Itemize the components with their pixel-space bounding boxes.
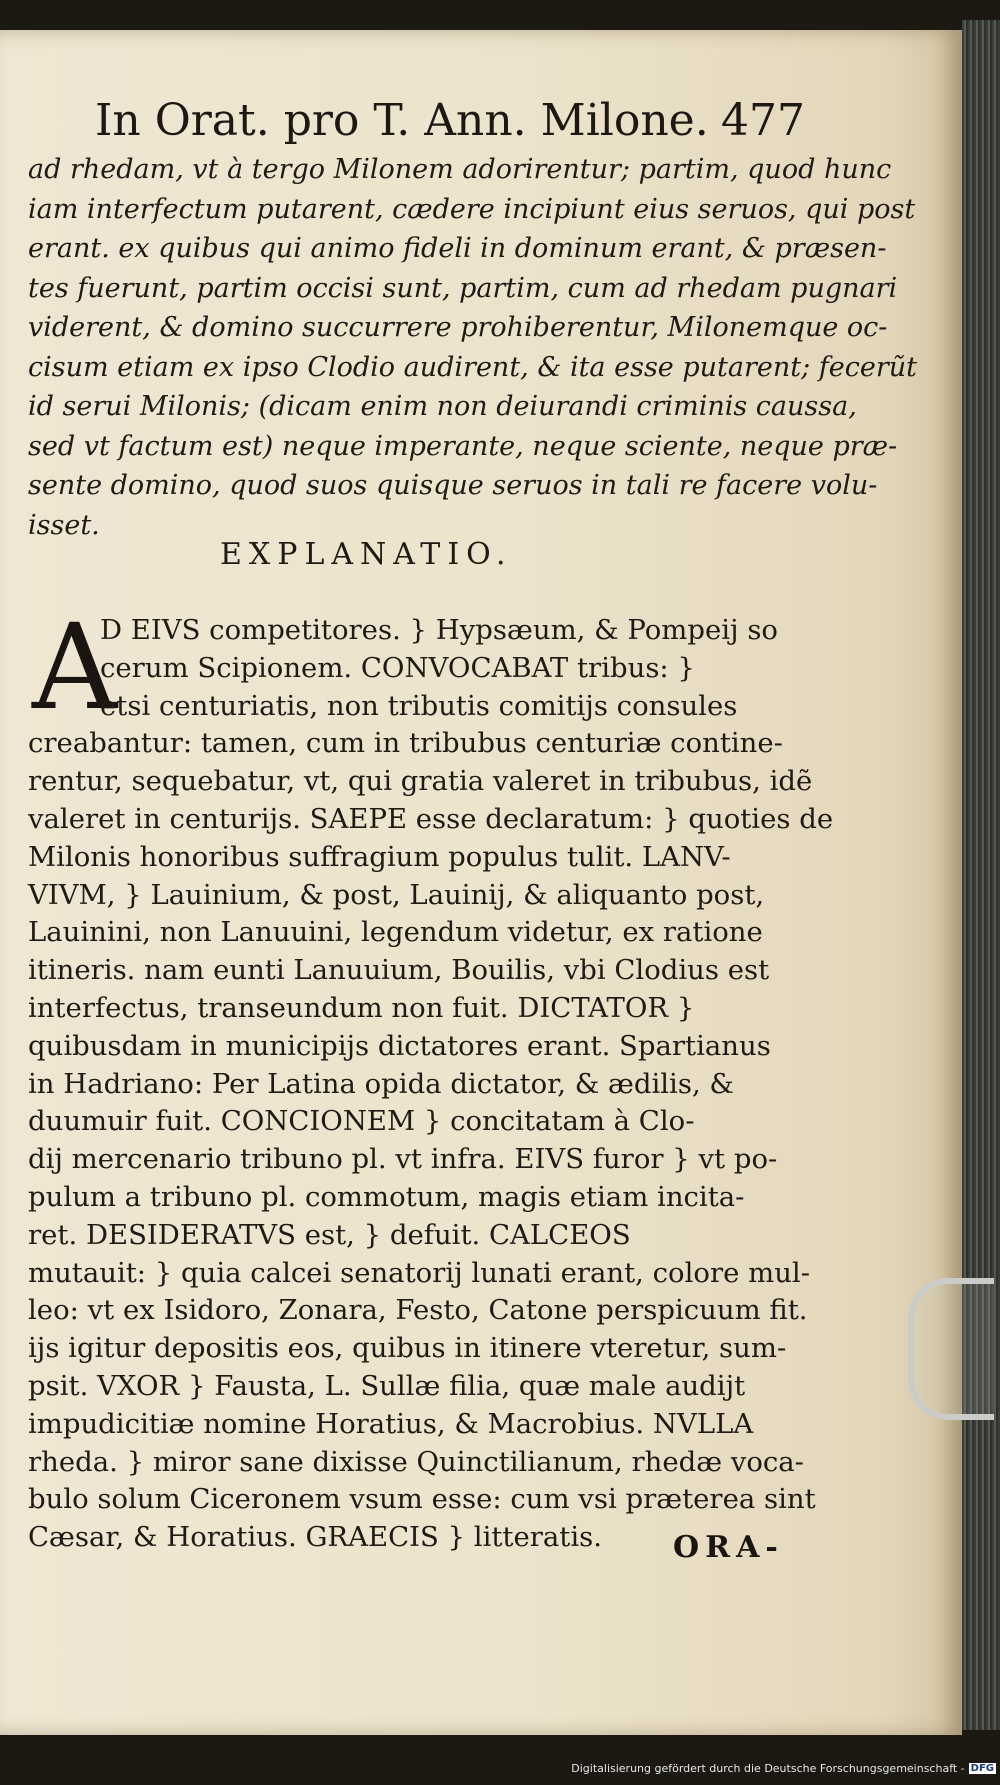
explanatio-text [28, 598, 834, 1557]
page-block-edge [962, 20, 1000, 1730]
text-line: in Hadriano: Per Latina opida dictator, & ædilis, & [28, 1067, 734, 1100]
text-line: ijs igitur depositis eos, quibus in itinere vteretur, sum- [28, 1332, 787, 1365]
text-line: Cæsar, & Horatius. GRAECIS } litteratis. [28, 1521, 602, 1554]
text-line: D EIVS competitores. } Hypsæum, & Pompeij so [100, 614, 778, 646]
text-line: erant. ex quibus qui animo fideli in dominum erant, & præsen- [28, 233, 887, 264]
text-line: rheda. } miror sane dixisse Quinctilianum, rhedæ voca- [28, 1445, 804, 1478]
text-line: valeret in centurijs. SAEPE esse declaratum: } quoties de [28, 802, 834, 835]
section-title: EXPLANATIO. [220, 537, 513, 572]
text-line: viderent, & domino succurrere prohiberentur, Milonemque oc- [28, 312, 888, 343]
text-line: creabantur: tamen, cum in tribubus centuriæ contine- [28, 727, 783, 760]
text-line: tes fuerunt, partim occisi sunt, partim, cum ad rhedam pugnari [28, 272, 898, 304]
text-line: cisum etiam ex ipso Clodio audirent, & ita esse putarent; fecerũt [28, 351, 918, 383]
text-line: rentur, sequebatur, vt, qui gratia valeret in tribubus, idẽ [28, 765, 813, 798]
text-line: ad rhedam, vt à tergo Milonem adorirentur; partim, quod hunc [28, 154, 892, 185]
page-number: 477 [721, 95, 805, 146]
text-line: sed vt factum est) neque imperante, neque sciente, neque præ- [28, 430, 898, 462]
text-line: cerum Scipionem. CONVOCABAT tribus: } [100, 651, 695, 684]
text-line: itineris. nam eunti Lanuuium, Bouilis, vbi Clodius est [28, 954, 770, 987]
text-line: impudicitiæ nomine Horatius, & Macrobius. NVLLA [28, 1407, 754, 1440]
oration-text [28, 150, 918, 545]
text-line: iam interfectum putarent, cædere incipiunt eius seruos, qui post [28, 193, 916, 225]
text-line: ret. DESIDERATVS est, } defuit. CALCEOS [28, 1218, 631, 1251]
running-title: In Orat. pro T. Ann. Milone. [95, 95, 709, 146]
drop-cap: A [32, 598, 118, 736]
text-line: id serui Milonis; (dicam enim non deiurandi criminis caussa, [28, 391, 857, 422]
text-line: quibusdam in municipijs dictatores erant. Spartianus [28, 1029, 771, 1062]
text-line: isset. [28, 509, 100, 541]
text-line: psit. VXOR } Fausta, L. Sullæ filia, quæ male audijt [28, 1369, 746, 1402]
text-line: bulo solum Ciceronem vsum esse: cum vsi præterea sint [28, 1483, 816, 1516]
text-line: mutauit: } quia calcei senatorij lunati erant, colore mul- [28, 1256, 811, 1289]
text-line: leo: vt ex Isidoro, Zonara, Festo, Catone perspicuum fit. [28, 1294, 808, 1327]
text-line: duumuir fuit. CONCIONEM } concitatam à Clo- [28, 1105, 695, 1138]
text-line: VIVM, } Lauinium, & post, Lauinij, & aliquanto post, [28, 878, 765, 911]
text-line: pulum a tribuno pl. commotum, magis etiam incita- [28, 1180, 745, 1213]
text-line: dij mercenario tribuno pl. vt infra. EIVS furor } vt po- [28, 1143, 778, 1176]
credit-text: Digitalisierung gefördert durch die Deutsche Forschungsgemeinschaft - [571, 1762, 965, 1775]
text-line: sente domino, quod suos quisque seruos in tali re facere volu- [28, 470, 878, 501]
text-line: Lauinini, non Lanuuini, legendum videtur, ex ratione [28, 916, 763, 949]
text-line: etsi centuriatis, non tributis comitijs consules [100, 689, 738, 722]
dfg-logo: DFG [970, 1763, 994, 1774]
text-line: Milonis honoribus suffragium populus tulit. LANV- [28, 840, 731, 873]
page-clip [908, 1278, 994, 1420]
digitization-credit [571, 1762, 996, 1775]
running-header [95, 95, 805, 155]
catchword: ORA- [673, 1530, 784, 1565]
text-line: interfectus, transeundum non fuit. DICTATOR } [28, 991, 695, 1024]
